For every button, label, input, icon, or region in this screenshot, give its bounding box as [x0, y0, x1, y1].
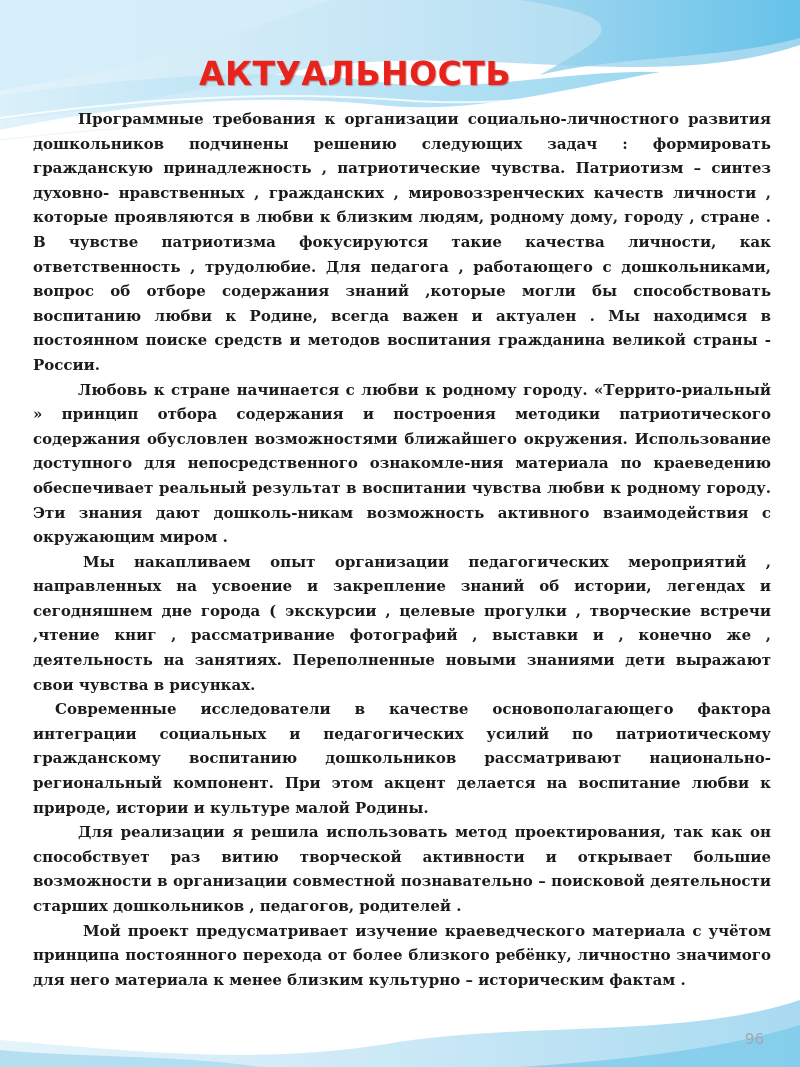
paragraph-4: Современные исследователи в качестве основополагающего фактора интеграции социальных и педагогических усилий по патриотическому гражданскому воспитанию дошкольников рассматривают национально-региональный компонент. При этом акцент делается на воспитание любви к природе, истории и культуре малой Родины. [33, 700, 771, 817]
paragraph-2: Любовь к стране начинается с любви к родному городу. «Террито-риальный » принцип отбора содержания и построения методики патриотического содержания обусловлен возможностями ближайшего окружения. Использование доступного для непосредственного ознакомле-ния материала по краеведению обеспечивает реальный результат в воспитании чувства любви к родному городу. Эти знания дают дошколь-никам возможность активного взаимодействия с окружающим миром . [33, 380, 771, 547]
body-text [33, 107, 771, 992]
paragraph-1: Программные требования к организации социально-личностного развития дошкольников подчинены решению следующих задач : формировать гражданскую принадлежность , патриотические чувства. Патриотизм – синтез духовно- нравственных , гражданских , мировоззренческих качеств личности , которые проявляются в любви к близким людям, родному дому, городу , стране . В чувстве патриотизма фокусируются такие качества личности, как ответственность , трудолюбие. Для педагога , работающего с дошкольниками, вопрос об отборе содержания знаний ,которые могли бы способствовать воспитанию любви к Родине, всегда важен и актуален . Мы находимся в постоянном поиске средств и методов воспитания гражданина великой страны - России. [33, 110, 771, 374]
page-number: 96 [744, 1030, 764, 1048]
paragraph-5: Для реализации я решила использовать метод проектирования, так как он способствует раз витию творческой активности и открывает большие возможности в организации совместной познавательно – поисковой деятельности старших дошкольников , педагогов, родителей . [33, 823, 771, 915]
paragraph-3: Мы накапливаем опыт организации педагогических мероприятий , направленных на усвоение и закрепление знаний об истории, легендах и сегодняшнем дне города ( экскурсии , целевые прогулки , творческие встречи ,чтение книг , рассматривание фотографий , выставки и , конечно же , деятельность на занятиях. Переполненные новыми знаниями дети выражают свои чувства в рисунках. [33, 552, 771, 694]
slide-title: АКТУАЛЬНОСТЬ [198, 54, 512, 93]
paragraph-6: Мой проект предусматривает изучение краеведческого материала с учётом принципа постоянного перехода от более близкого ребёнку, личностно значимого для него материала к менее близким культурно – историческим фактам . [33, 921, 771, 989]
